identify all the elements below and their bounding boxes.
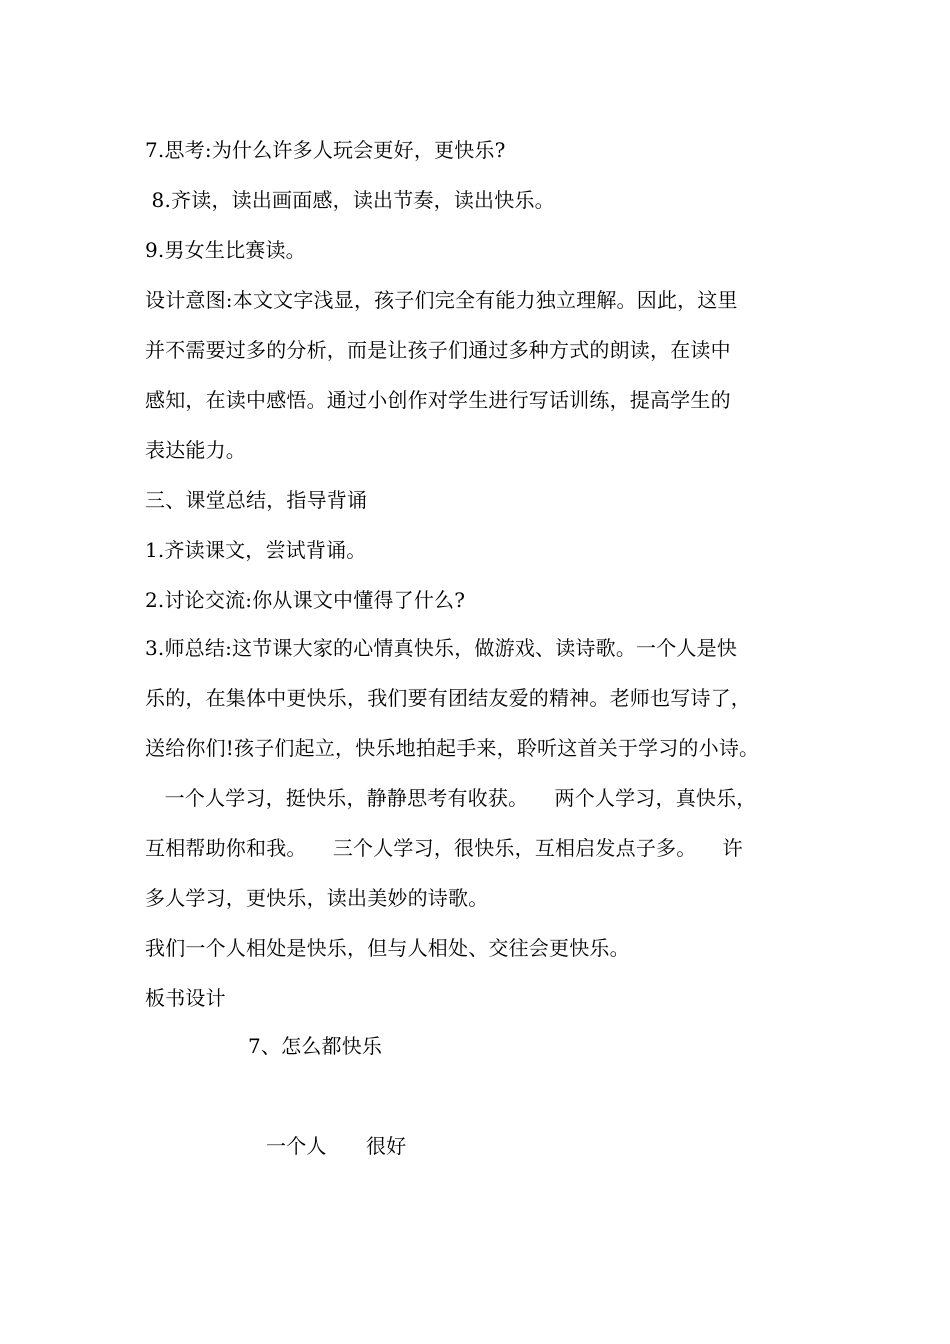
board-row-one-person: 一个人 很好 [266,1134,407,1158]
text-line-teacher-summary-2: 乐的，在集体中更快乐，我们要有团结友爱的精神。老师也写诗了， [145,686,751,710]
text-line-read-together: 8.齐读，读出画面感，读出节奏，读出快乐。 [145,188,555,212]
text-line-discussion: 2.讨论交流:你从课文中懂得了什么? [145,588,466,612]
text-line-design-intent-1: 设计意图:本文文字浅显，孩子们完全有能力独立理解。因此，这里 [145,288,738,312]
section-heading-board-design: 板书设计 [145,986,226,1010]
text-line-poem-3: 多人学习，更快乐，读出美妙的诗歌。 [145,886,489,910]
text-line-teacher-summary-1: 3.师总结:这节课大家的心情真快乐，做游戏、读诗歌。一个人是快 [145,636,738,660]
text-line-poem-1: 一个人学习，挺快乐，静静思考有收获。 两个人学习，真快乐， [145,786,757,810]
section-heading-summary: 三、课堂总结，指导背诵 [145,488,368,512]
text-line-design-intent-3: 感知，在读中感悟。通过小创作对学生进行写话训练，提高学生的 [145,388,731,412]
text-line-recite: 1.齐读课文，尝试背诵。 [145,538,367,562]
text-line-conclusion: 我们一个人相处是快乐，但与人相处、交往会更快乐。 [145,936,630,960]
text-line-poem-2: 互相帮助你和我。 三个人学习，很快乐，互相启发点子多。 许 [145,836,743,860]
text-line-design-intent-2: 并不需要过多的分析，而是让孩子们通过多种方式的朗读，在读中 [145,338,731,362]
text-line-think-question: 7.思考:为什么许多人玩会更好，更快乐? [145,138,506,162]
board-title: 7、怎么都快乐 [248,1034,383,1058]
text-line-design-intent-4: 表达能力。 [145,438,246,462]
text-line-boys-girls-reading: 9.男女生比赛读。 [145,238,306,262]
text-line-teacher-summary-3: 送给你们!孩子们起立，快乐地拍起手来，聆听这首关于学习的小诗。 [145,736,760,760]
